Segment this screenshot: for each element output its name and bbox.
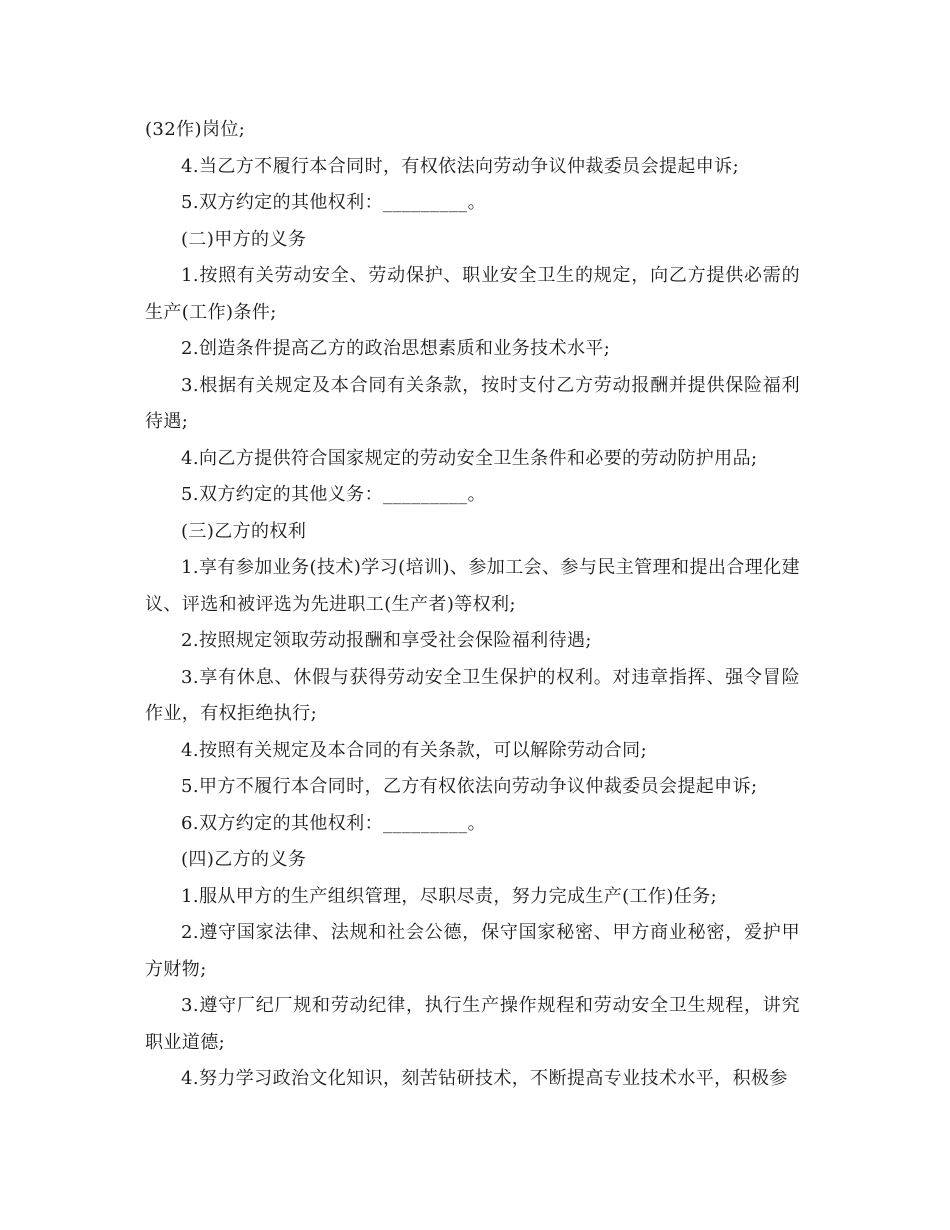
paragraph-b-obligation-4: 4.努力学习政治文化知识，刻苦钻研技术，不断提高专业技术水平，积极参 bbox=[181, 1068, 788, 1089]
paragraph-b-obligation-2: 2.遵守国家法律、法规和社会公德，保守国家秘密、甲方商业秘密，爱护甲方财物; bbox=[145, 922, 800, 980]
paragraph-b-right-4: 4.按照有关规定及本合同的有关条款，可以解除劳动合同; bbox=[181, 739, 648, 761]
paragraph-continuation: (32作)岗位; bbox=[145, 119, 246, 140]
paragraph-a-obligation-1: 1.按照有关劳动安全、劳动保护、职业安全卫生的规定，向乙方提供必需的生产(工作)条件; bbox=[145, 265, 800, 323]
section-heading-party-b-rights: (三)乙方的权利 bbox=[181, 520, 307, 542]
paragraph-a-obligation-4: 4.向乙方提供符合国家规定的劳动安全卫生条件和必要的劳动防护用品; bbox=[181, 447, 758, 469]
paragraph-b-right-5: 5.甲方不履行本合同时，乙方有权依法向劳动争议仲裁委员会提起申诉; bbox=[181, 776, 758, 797]
paragraph-b-obligation-3: 3.遵守厂纪厂规和劳动纪律，执行生产操作规程和劳动安全卫生规程，讲究职业道德; bbox=[145, 995, 800, 1053]
document-body bbox=[145, 112, 800, 1098]
paragraph-b-obligation-1: 1.服从甲方的生产组织管理，尽职尽责，努力完成生产(工作)任务; bbox=[181, 885, 718, 907]
paragraph-b-right-2: 2.按照规定领取劳动报酬和享受社会保险福利待遇; bbox=[181, 630, 592, 651]
paragraph-b-right-1: 1.享有参加业务(技术)学习(培训)、参加工会、参与民主管理和提出合理化建议、评选和被评选为先进职工(生产者)等权利; bbox=[145, 557, 800, 615]
paragraph-a-obligation-2: 2.创造条件提高乙方的政治思想素质和业务技术水平; bbox=[181, 338, 611, 359]
section-heading-party-b-obligations: (四)乙方的义务 bbox=[181, 849, 307, 870]
paragraph-right-4-appeal: 4.当乙方不履行本合同时，有权依法向劳动争议仲裁委员会提起申诉; bbox=[181, 155, 740, 177]
paragraph-a-obligation-5: 5.双方约定的其他义务：_________。 bbox=[181, 484, 486, 505]
paragraph-a-obligation-3: 3.根据有关规定及本合同有关条款，按时支付乙方劳动报酬并提供保险福利待遇; bbox=[145, 374, 800, 432]
section-heading-party-a-obligations: (二)甲方的义务 bbox=[181, 228, 307, 250]
paragraph-b-right-3: 3.享有休息、休假与获得劳动安全卫生保护的权利。对违章指挥、强令冒险作业，有权拒绝执行; bbox=[145, 666, 800, 724]
paragraph-b-right-6: 6.双方约定的其他权利：_________。 bbox=[181, 812, 486, 834]
paragraph-right-5-other: 5.双方约定的其他权利：_________。 bbox=[181, 192, 486, 213]
